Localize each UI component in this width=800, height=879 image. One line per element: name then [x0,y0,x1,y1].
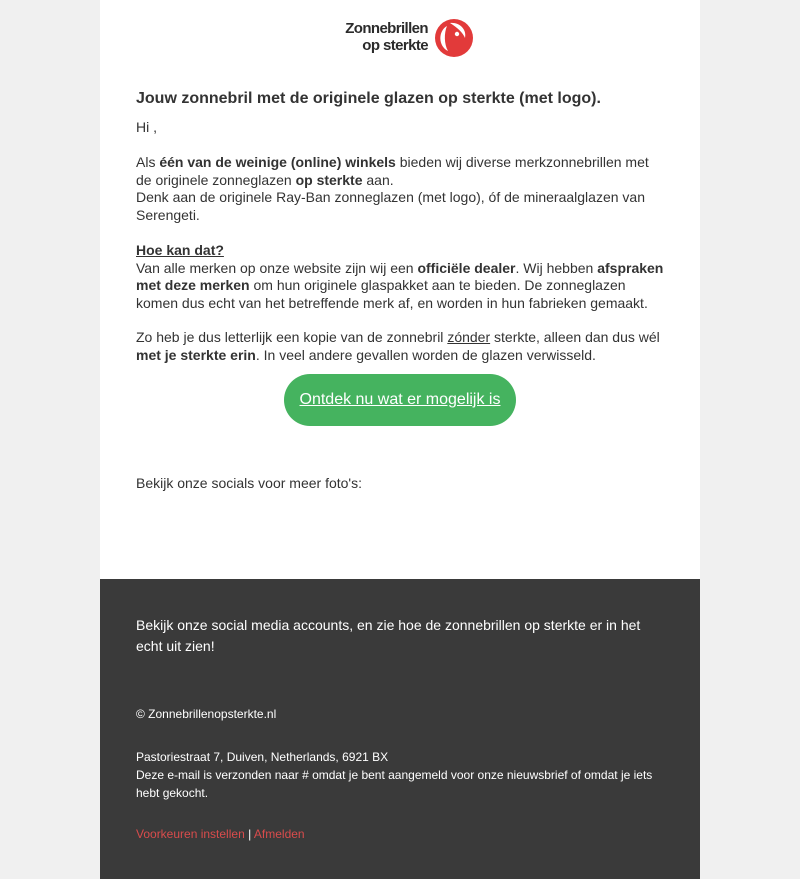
copy-pre: Zo heb je dus letterlijk een kopie van de zonnebril [136,329,448,345]
unsubscribe-link[interactable]: Afmelden [253,827,305,841]
how-pre: Van alle merken op onze website zijn wij een [136,259,418,276]
brand-logo[interactable] [324,17,476,59]
intro-paragraph [136,154,666,224]
copy-paragraph [136,329,666,364]
logo-line-2: op sterkte [362,37,428,54]
how-post: om hun originele glaspakket aan te bieden. De zonneglazen komen dus echt van het betreffende merk af, en worden in hun fabrieken gemaakt. [136,277,648,311]
copy-mid: sterkte, alleen dan dus wél [490,329,660,345]
copy-post: . In veel andere gevallen worden de glazen verwisseld. [255,346,596,363]
email-headline: Jouw zonnebril met de originele glazen op sterkte (met logo). [136,90,601,107]
email-container [100,0,700,879]
intro-pre: Als [136,154,160,170]
socials-text: Bekijk onze socials voor meer foto's: [136,475,362,491]
footer-links [136,826,305,842]
how-bold-dealer: officiële dealer [417,259,516,276]
logo-line-1: Zonnebrillen [345,20,428,37]
footer-link-separator: | [248,827,252,841]
intro-bold-shop: één van de weinige (online) winkels [159,154,396,170]
email-body [100,0,700,579]
intro-bold-strength: op sterkte [295,171,363,188]
footer-notice: Deze e-mail is verzonden naar # omdat je bent aangemeld voor onze nieuwsbrief of omdat je iets hebt gekocht. [136,768,653,800]
footer-social-text: Bekijk onze social media accounts, en zie hoe de zonnebrillen op sterkte er in het echt uit zien! [136,617,641,654]
logo-wordmark [324,20,428,54]
footer-copyright: © Zonnebrillenopsterkte.nl [136,707,277,721]
greeting-text: Hi , [136,119,157,135]
how-mid: . Wij hebben [515,259,598,276]
cta-button[interactable]: Ontdek nu wat er mogelijk is [284,374,516,426]
copy-underlined-word: zónder [447,329,491,345]
logo-mark-icon [432,17,476,59]
how-heading: Hoe kan dat? [136,242,224,258]
intro-post: aan. [362,171,394,188]
how-bold-agreements: afspraken met deze merken [136,259,664,293]
intro-brands-line: Denk aan de originele Ray-Ban zonneglazen (met logo), óf de mineraalglazen van Serengeti. [136,189,645,223]
how-paragraph [136,242,666,312]
footer-address: Pastoriestraat 7, Duiven, Netherlands, 6921 BX [136,750,389,764]
footer-address-block [136,748,666,802]
copy-bold: met je sterkte erin [136,346,256,363]
intro-mid: bieden wij diverse merkzonnebrillen met de originele zonneglazen [136,154,649,188]
preferences-link[interactable]: Voorkeuren instellen [136,827,245,841]
